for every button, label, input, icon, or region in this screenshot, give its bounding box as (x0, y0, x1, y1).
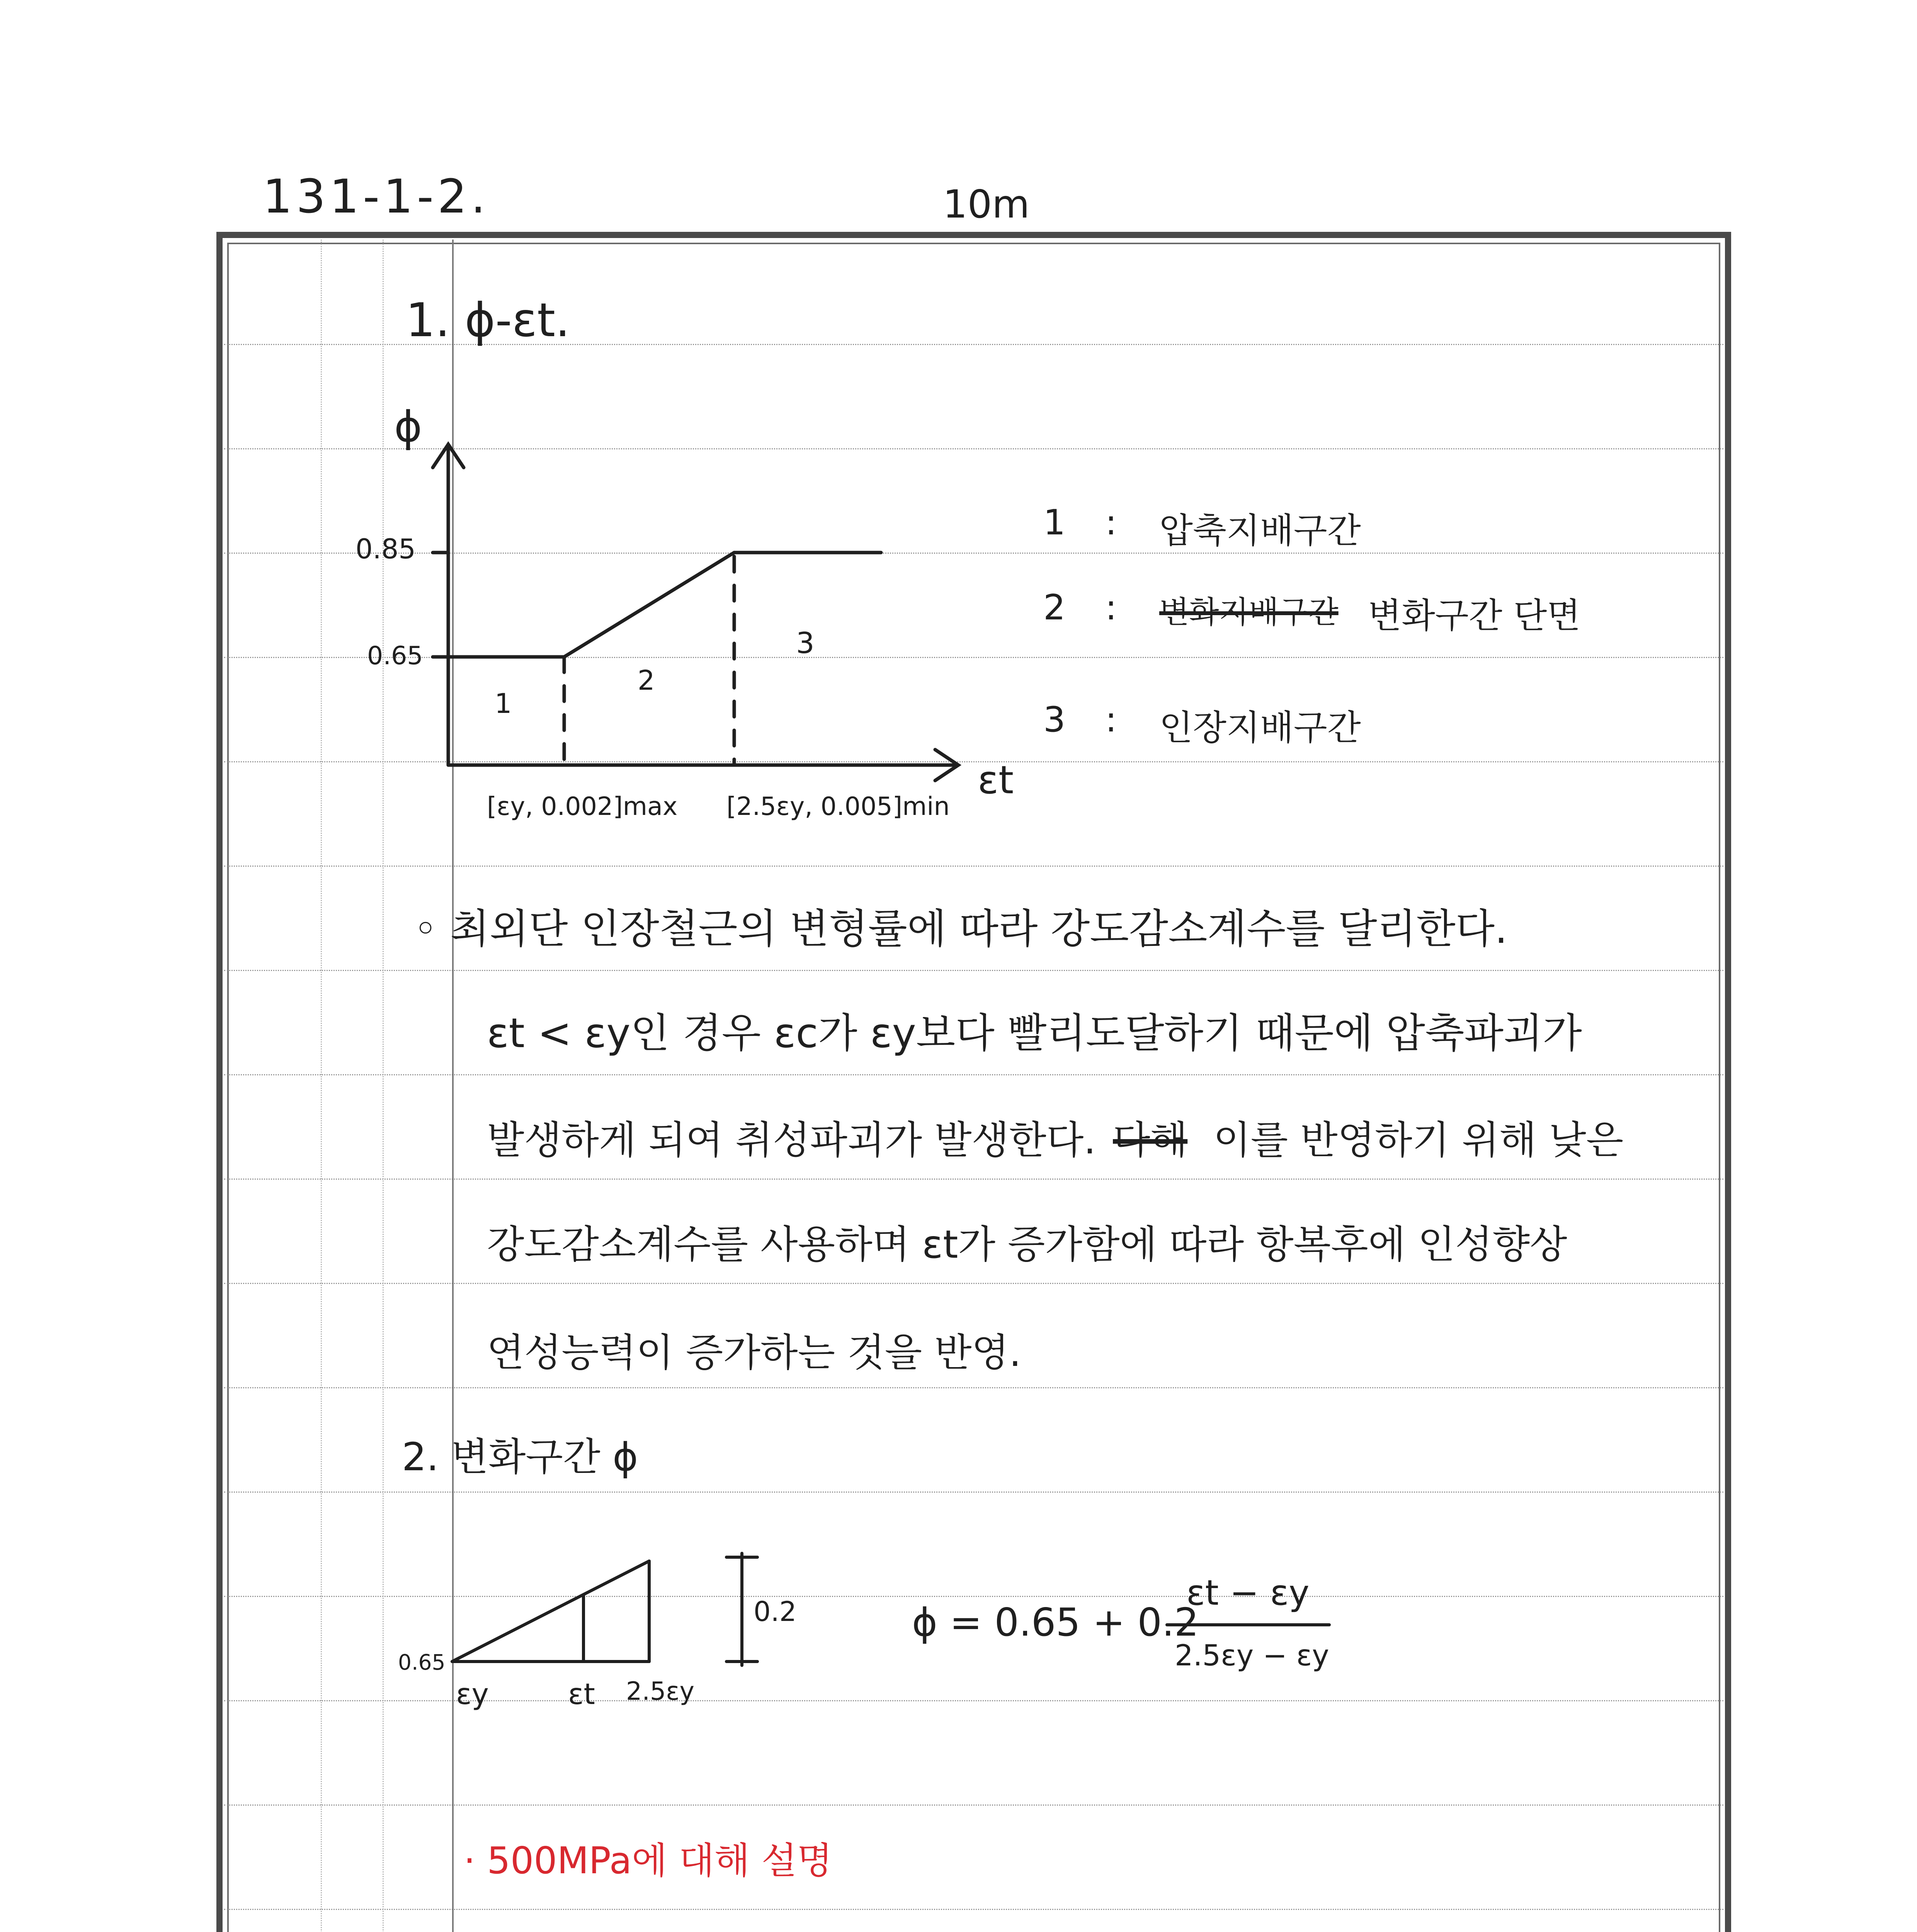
diagram-right-value: 0.2 (754, 1596, 797, 1628)
x-axis-label: εt (978, 757, 1014, 803)
score-label: 10m (943, 182, 1030, 227)
page-code: 131-1-2. (263, 170, 490, 224)
y-tick-085: 0.85 (356, 533, 416, 565)
legend-3-sep: : (1105, 699, 1117, 740)
region-2-label: 2 (638, 665, 655, 696)
diagram-slope (452, 1561, 649, 1662)
legend-2-num: 2 (1043, 587, 1066, 628)
section-2-title: 2. 변화구간 ϕ (402, 1434, 638, 1480)
body-line-1: ◦ 최외단 인장철근의 변형률에 따라 강도감소계수를 달리한다. (413, 905, 1508, 952)
body-line-5: 연성능력이 증가하는 것을 반영. (487, 1330, 1021, 1375)
body-line-3a: 발생하게 되여 취성파괴가 발생한다. (487, 1117, 1096, 1163)
y-tick-065: 0.65 (367, 641, 423, 670)
legend-3-num: 3 (1043, 699, 1066, 740)
legend-1-sep: : (1105, 502, 1117, 543)
y-axis-label: ϕ (394, 402, 422, 451)
body-line-4: 강도감소계수를 사용하며 εt가 증가함에 따라 항복후에 인성향상 (487, 1222, 1567, 1267)
x-tick-2: [2.5εy, 0.005]min (726, 792, 950, 821)
diagram-left-value: 0.65 (398, 1650, 446, 1675)
diagram-x-label-3: 2.5εy (626, 1677, 694, 1706)
region-3-label: 3 (796, 626, 815, 660)
body-line-3b: 이를 반영하기 위해 낮은 (1213, 1117, 1624, 1163)
formula-denominator: 2.5εy − εy (1175, 1638, 1329, 1672)
legend-2-sep: : (1105, 587, 1117, 628)
body-line-2: εt < εy인 경우 εc가 εy보다 빨리도달하기 때문에 압축파괴가 (487, 1010, 1582, 1057)
diagram-x-label-2: εt (568, 1677, 595, 1711)
region-1-label: 1 (495, 688, 512, 719)
note-2 (464, 1928, 1005, 1932)
legend-3-text: 인장지배구간 (1159, 707, 1361, 748)
legend-1-text: 압축지배구간 (1159, 510, 1361, 551)
legend-2-struck: 변화지배구간 (1159, 594, 1339, 630)
x-tick-1: [εy, 0.002]max (487, 792, 678, 821)
diagram-x-label-1: εy (456, 1677, 489, 1711)
note-1: · 500MPa에 대해 설명 (464, 1840, 833, 1882)
legend-1-num: 1 (1043, 502, 1066, 543)
formula-numerator: εt − εy (1186, 1573, 1310, 1613)
legend-2-text: 변화구간 단면 (1368, 595, 1581, 636)
section-1-title: 1. ϕ-εt. (406, 294, 570, 347)
formula-lhs: ϕ = 0.65 + 0.2 (912, 1600, 1199, 1645)
body-struck-word: 다해 (1113, 1117, 1188, 1163)
